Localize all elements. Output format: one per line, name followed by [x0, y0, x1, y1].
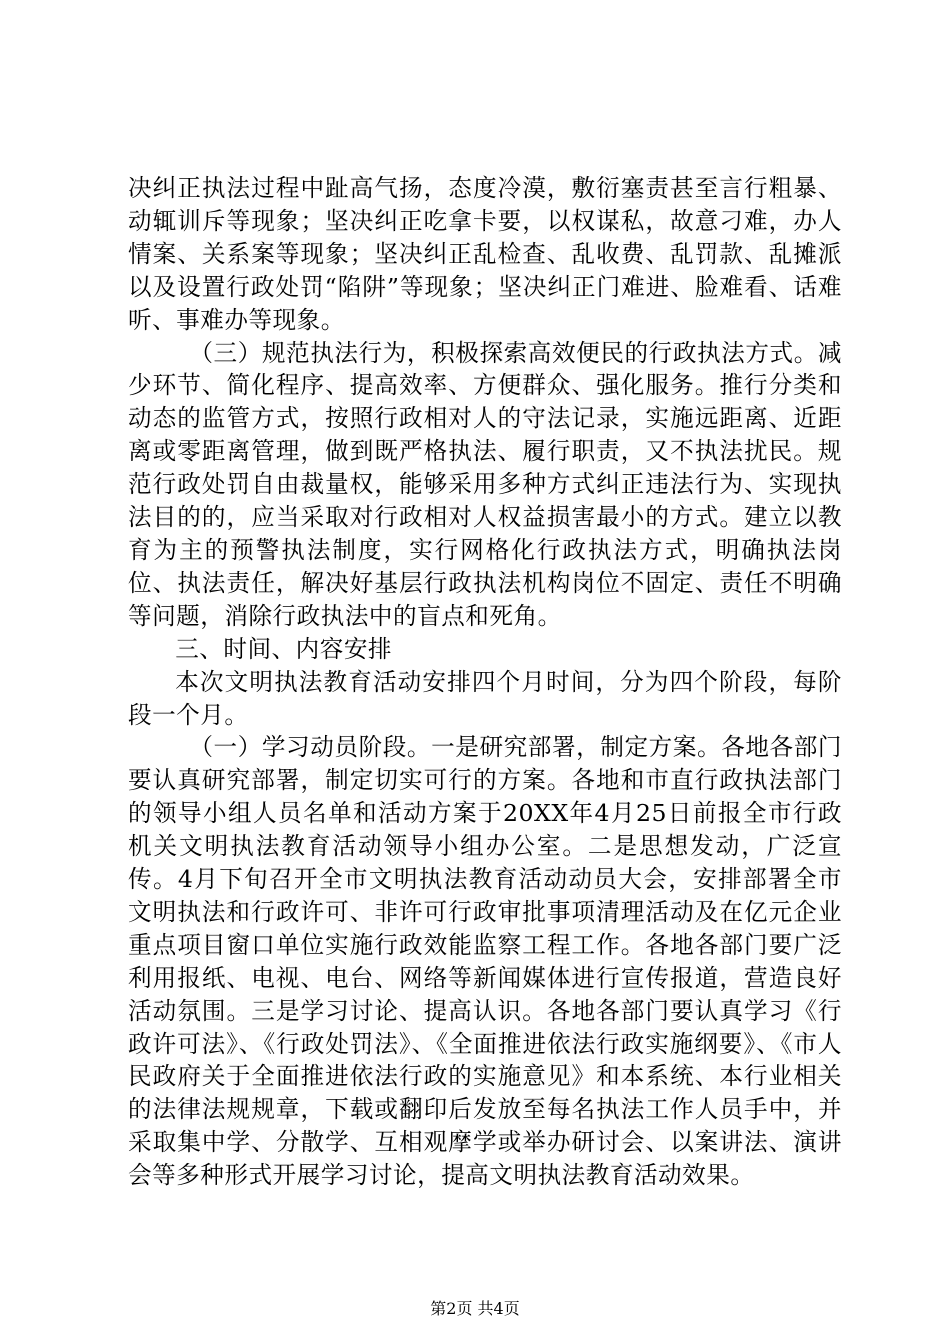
section-heading-time-content: 三、时间、内容安排: [175, 634, 393, 663]
paragraph-schedule-overview: 本次文明执法教育活动安排四个月时间，分为四个阶段，每阶段一个月。: [128, 667, 842, 729]
page-number-label: 第2页 共4页: [430, 1299, 520, 1318]
page-footer: [0, 1296, 950, 1319]
paragraph-continuation: 决纠正执法过程中趾高气扬，态度冷漠，敷衍塞责甚至言行粗暴、动辄训斥等现象；坚决纠正吃拿卡要，以权谋私，故意刁难，办人情案、关系案等现象；坚决纠正乱检查、乱收费、乱罚款、乱摊派以及设置行政处罚“陷阱”等现象；坚决纠正门难进、脸难看、话难听、事难办等现象。: [128, 174, 842, 334]
document-body: [128, 172, 842, 1192]
paragraph-study-mobilization: （一）学习动员阶段。一是研究部署，制定方案。各地各部门要认真研究部署，制定切实可行的方案。各地和市直行政执法部门的领导小组人员名单和活动方案于20XX年4月25日前报全市行政机关文明执法教育活动领导小组办公室。二是思想发动，广泛宣传。4月下旬召开全市文明执法教育活动动员大会，安排部署全市文明执法和行政许可、非许可行政审批事项清理活动及在亿元企业重点项目窗口单位实施行政效能监察工程工作。各地各部门要广泛利用报纸、电视、电台、网络等新闻媒体进行宣传报道，营造良好活动氛围。三是学习讨论、提高认识。各地各部门要认真学习《行政许可法》、《行政处罚法》、《全面推进依法行政实施纲要》、《市人民政府关于全面推进依法行政的实施意见》和本系统、本行业相关的法律法规规章，下载或翻印后发放至每名执法工作人员手中，并采取集中学、分散学、互相观摩学或举办研讨会、以案讲法、演讲会等多种形式开展学习讨论，提高文明执法教育活动效果。: [128, 733, 842, 1190]
paragraph-section-three-regulate: （三）规范执法行为，积极探索高效便民的行政执法方式。减少环节、简化程序、提高效率、方便群众、强化服务。推行分类和动态的监管方式，按照行政相对人的守法记录，实施远距离、近距离或零距离管理，做到既严格执法、履行职责，又不执法扰民。规范行政处罚自由裁量权，能够采用多种方式纠正违法行为、实现执法目的的，应当采取对行政相对人权益损害最小的方式。建立以教育为主的预警执法制度，实行网格化行政执法方式，明确执法岗位、执法责任，解决好基层行政执法机构岗位不固定、责任不明确等问题，消除行政执法中的盲点和死角。: [128, 338, 842, 630]
